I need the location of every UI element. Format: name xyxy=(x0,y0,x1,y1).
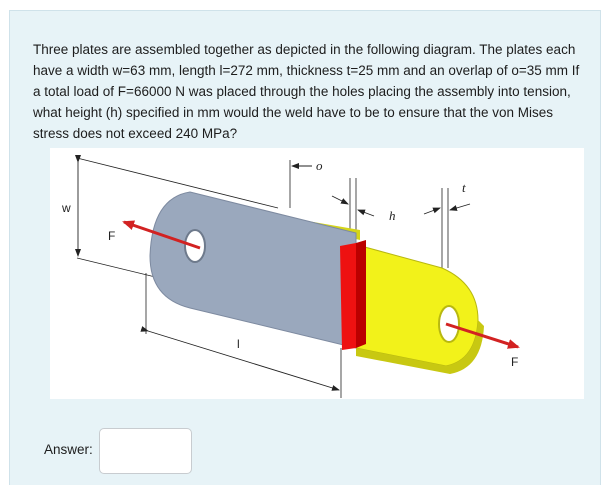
t-arrow xyxy=(450,204,470,210)
o-arrow-right xyxy=(332,196,348,204)
h-label: h xyxy=(389,208,396,223)
plate-assembly-diagram xyxy=(50,148,584,399)
h-arrow-left xyxy=(358,210,374,216)
weld-bead-side xyxy=(356,240,366,348)
l-label: l xyxy=(237,337,240,351)
weld-bead xyxy=(340,243,356,350)
f-left-label: F xyxy=(108,229,116,243)
question-text: Three plates are assembled together as depicted in the following diagram. The plates each have a width w=63 mm, length l=272 mm, thickness t=25 mm and an overlap of o=35 mm If a total load of F=66000 N was placed through the holes placing the assembly into tension, what height (h) specified in mm would the weld have to be to ensure that the von Mises stress does not exceed 240 MPa? xyxy=(33,42,580,141)
l-dimension-line xyxy=(148,331,339,390)
f-right-label: F xyxy=(511,355,519,369)
h-arrow-right xyxy=(424,208,440,214)
answer-label: Answer: xyxy=(44,442,93,457)
o-label: o xyxy=(316,158,323,173)
w-label: w xyxy=(62,201,71,215)
gray-plate xyxy=(150,192,356,348)
t-label: t xyxy=(462,180,466,195)
answer-input[interactable] xyxy=(99,428,192,474)
question-card xyxy=(9,10,601,485)
yellow-plate xyxy=(350,243,478,366)
